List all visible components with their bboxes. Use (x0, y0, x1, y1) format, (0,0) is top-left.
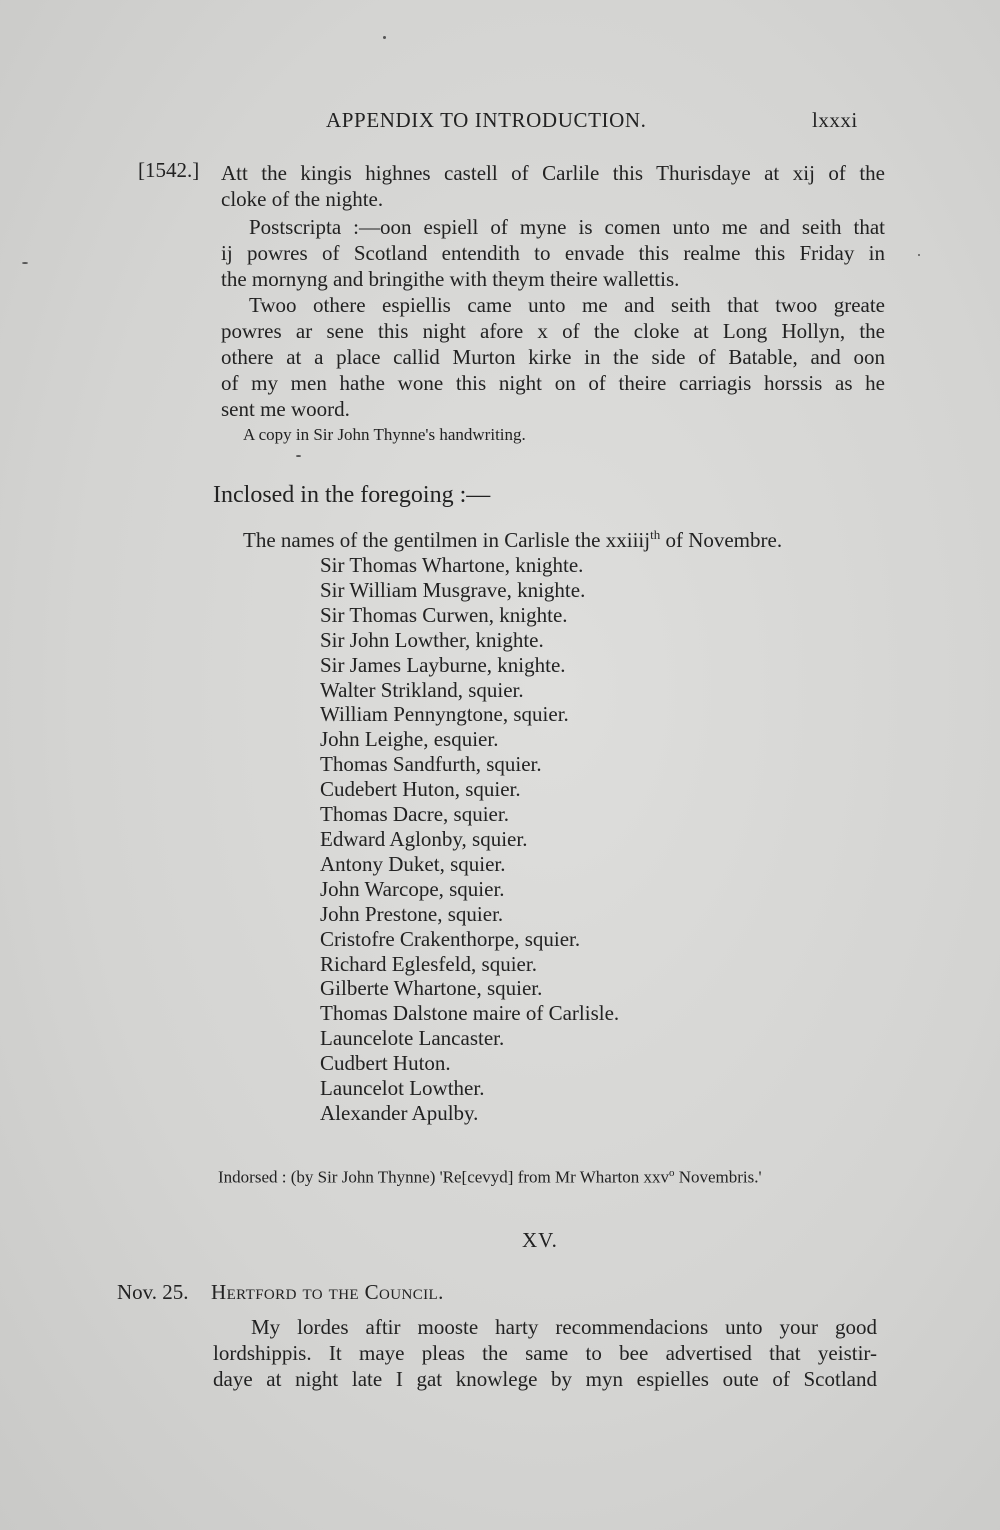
list-item: John Prestone, squier. (320, 901, 504, 926)
list-item: Alexander Apulby. (320, 1100, 479, 1125)
text-line: ij powres of Scotland entendith to envade this realme this Friday in (221, 241, 885, 265)
margin-year-note: [1542.] (138, 158, 200, 182)
section-number: XV. (522, 1228, 558, 1252)
list-item: John Leighe, esquier. (320, 727, 499, 752)
paper-speck (296, 455, 301, 457)
letter-heading: Hertford to the Council. (211, 1280, 444, 1304)
list-item: Launcelot Lowther. (320, 1076, 485, 1101)
list-item: Launcelote Lancaster. (320, 1026, 505, 1051)
text-line: cloke of the nighte. (221, 187, 384, 211)
list-item: Richard Eglesfeld, squier. (320, 951, 537, 976)
text-line: Postscripta :—oon espiell of myne is comen unto me and seith that (249, 215, 885, 239)
copy-note: A copy in Sir John Thynne's handwriting. (243, 425, 526, 444)
text-line: powres ar sene this night afore x of the cloke at Long Hollyn, the (221, 319, 885, 343)
text-line: daye at night late I gat knowlege by myn espielles oute of Scotland (213, 1367, 877, 1391)
list-item: Thomas Dalstone maire of Carlisle. (320, 1001, 620, 1026)
text-line: Att the kingis highnes castell of Carlile this Thurisdaye at xij of the (221, 161, 885, 185)
list-item: Thomas Sandfurth, squier. (320, 752, 542, 777)
indorsement-text: Indorsed : (by Sir John Thynne) 'Re[cevyd] from Mr Wharton xxv (218, 1167, 669, 1187)
text-line: My lordes aftir mooste harty recommendacions unto your good (251, 1315, 877, 1339)
indorsement-text: Novembris.' (674, 1167, 762, 1187)
list-item: Sir Thomas Curwen, knighte. (320, 602, 568, 627)
text-line: of my men hathe wone this night on of theire carriagis horssis as he (221, 371, 885, 395)
list-item: Antony Duket, squier. (320, 851, 506, 876)
text-line: the mornyng and bringithe with theym theire wallettis. (221, 267, 680, 291)
paper-speck (918, 254, 920, 256)
list-item: Sir Thomas Whartone, knighte. (320, 553, 584, 577)
margin-date: Nov. 25. (117, 1280, 189, 1304)
list-item: John Warcope, squier. (320, 876, 505, 901)
letter-closing-paragraph (221, 160, 885, 212)
list-item: Cristofre Crakenthorpe, squier. (320, 926, 581, 951)
text-line: Twoo othere espiellis came unto me and seith that twoo greate (249, 293, 885, 317)
page-number: lxxxi (812, 108, 858, 132)
list-item: Cudbert Huton. (320, 1051, 451, 1076)
list-item: Thomas Dacre, squier. (320, 802, 509, 827)
list-item: Sir James Layburne, knighte. (320, 652, 566, 677)
list-item: William Pennyngtone, squier. (320, 702, 569, 727)
list-item: Sir William Musgrave, knighte. (320, 577, 586, 602)
letter-body-paragraph (213, 1314, 877, 1392)
list-item: Gilberte Whartone, squier. (320, 976, 543, 1001)
ordinal-suffix: th (650, 527, 661, 542)
ordinal-suffix: o (668, 1167, 675, 1179)
indorsement-note (218, 1167, 762, 1188)
names-heading-text: The names of the gentilmen in Carlisle the xxiiij (243, 528, 651, 552)
names-list-heading (243, 527, 782, 553)
list-item: Sir John Lowther, knighte. (320, 627, 544, 652)
gentlemen-list (320, 553, 619, 1126)
text-line: othere at a place callid Murton kirke in the side of Batable, and oon (221, 345, 885, 369)
text-line: lordshippis. It maye pleas the same to bee advertised that yeistir- (213, 1341, 877, 1365)
list-item: Cudebert Huton, squier. (320, 777, 521, 802)
text-line: sent me woord. (221, 397, 350, 421)
list-item: Walter Strikland, squier. (320, 677, 524, 702)
list-item: Edward Aglonby, squier. (320, 826, 528, 851)
enclosure-heading: Inclosed in the foregoing :— (213, 482, 491, 508)
paper-speck (22, 262, 28, 264)
names-heading-text: of Novembre. (660, 528, 783, 552)
paper-speck (383, 36, 386, 39)
postscript-paragraph (221, 214, 885, 292)
running-head: APPENDIX TO INTRODUCTION. (326, 108, 647, 132)
espials-paragraph (221, 292, 885, 422)
